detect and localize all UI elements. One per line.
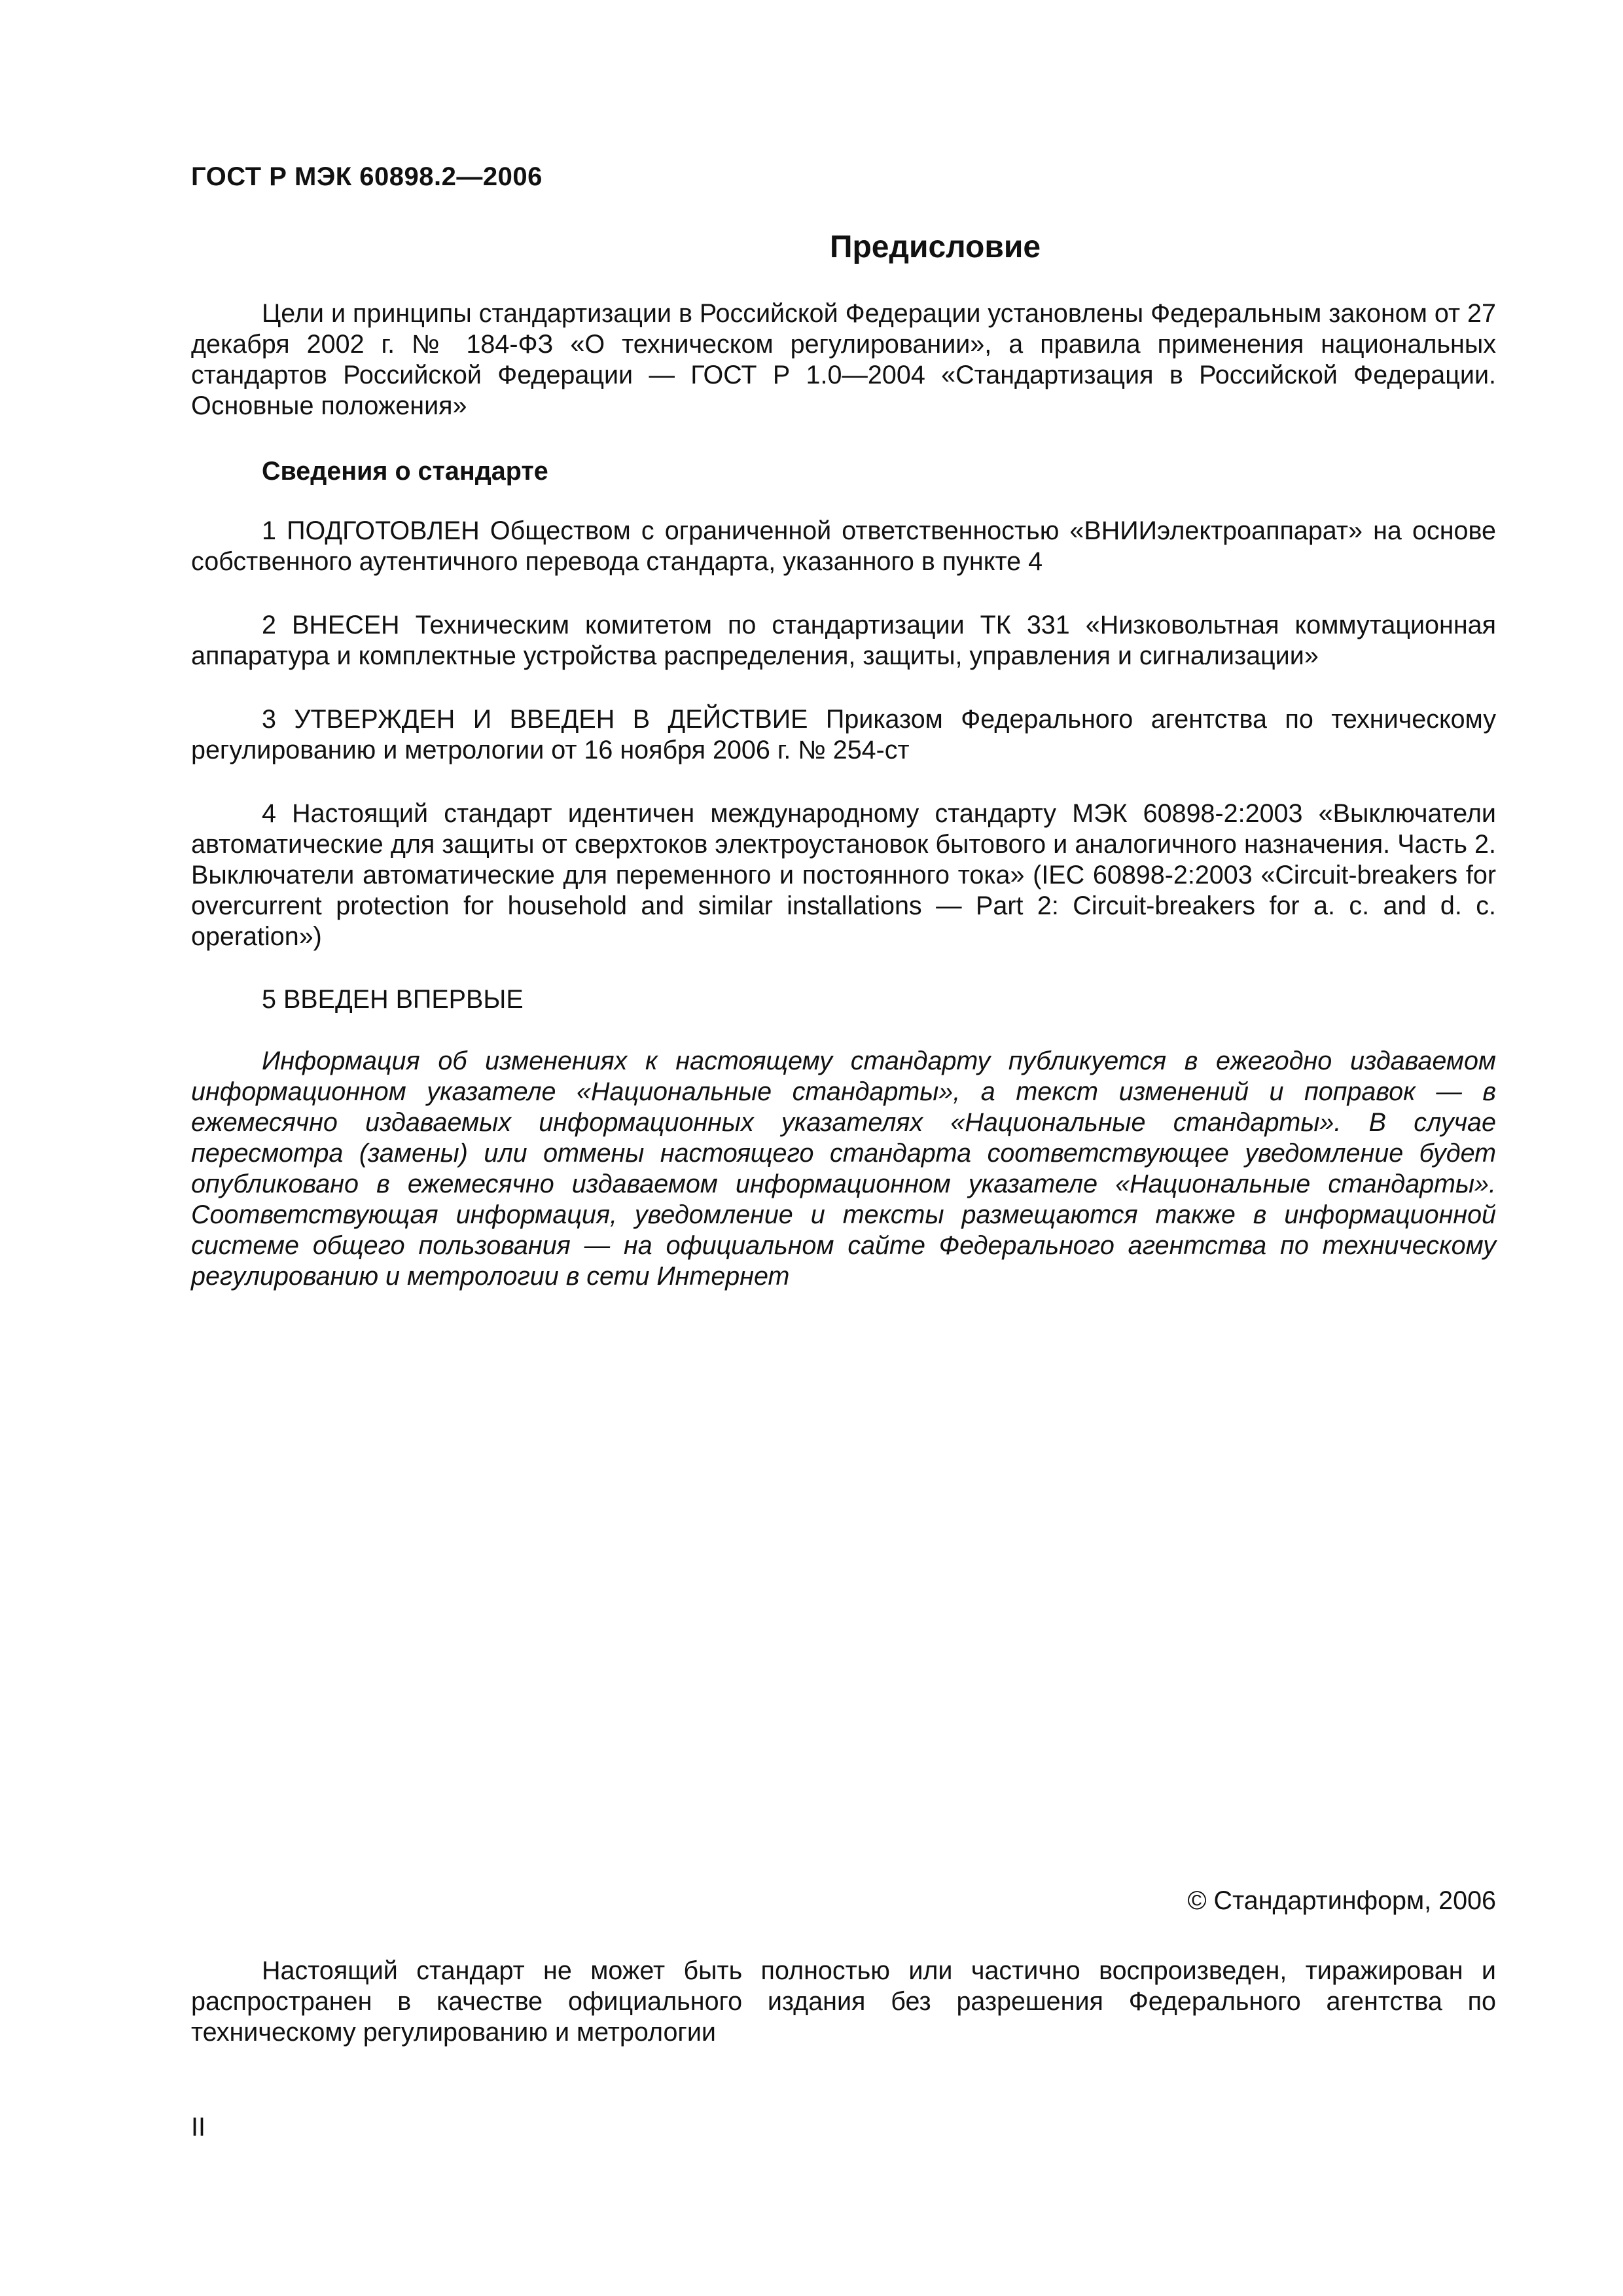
- copyright-line: © Стандартинформ, 2006: [1187, 1886, 1496, 1915]
- document-code: ГОСТ Р МЭК 60898.2—2006: [191, 162, 543, 191]
- reproduction-notice: Настоящий стандарт не может быть полностью или частично воспроизведен, тиражирован и распространен в качестве официального издания без разрешения Федерального агентства по техническому регулированию и метрологии: [191, 1956, 1496, 2047]
- list-item: 4 Настоящий стандарт идентичен международному стандарту МЭК 60898-2:2003 «Выключатели автоматические для защиты от сверхтоков электроустановок бытового и аналогичного назначения. Часть 2. Выключатели автоматические для переменного и постоянного тока» (IEC 60898-2:2003 «Circuit-breakers for overcurrent protection for household and similar installations — Part 2: Circuit-breakers for a. c. and d. c. operation»): [191, 799, 1496, 951]
- change-info-notice: Информация об изменениях к настоящему стандарту публикуется в ежегодно издаваемом информационном указателе «Национальные стандарты», а текст изменений и поправок — в ежемесячно издаваемых информационных указателях «Национальные стандарты». В случае пересмотра (замены) или отмены настоящего стандарта соответствующее уведомление будет опубликовано в ежемесячно издаваемом информационном указателе «Национальные стандарты». Соответствующая информация, уведомление и тексты размещаются также в информационной системе общего пользования — на официальном сайте Федерального агентства по техническому регулированию и метрологии в сети Интернет: [191, 1047, 1496, 1291]
- section-subheading: Сведения о стандарте: [262, 457, 548, 486]
- list-item: 2 ВНЕСЕН Техническим комитетом по стандартизации ТК 331 «Низковольтная коммутационная аппаратура и комплектные устройства распределения, защиты, управления и сигнализации»: [191, 611, 1496, 670]
- page-title: Предисловие: [829, 230, 1041, 264]
- page-number: II: [191, 2113, 205, 2142]
- list-item: 3 УТВЕРЖДЕН И ВВЕДЕН В ДЕЙСТВИЕ Приказом Федерального агентства по техническому регулированию и метрологии от 16 ноября 2006 г. № 254-ст: [191, 705, 1496, 764]
- list-item: 1 ПОДГОТОВЛЕН Обществом с ограниченной ответственностью «ВНИИэлектроаппарат» на основе собственного аутентичного перевода стандарта, указанного в пункте 4: [191, 516, 1496, 576]
- list-item: 5 ВВЕДЕН ВПЕРВЫЕ: [262, 985, 524, 1014]
- intro-paragraph: Цели и принципы стандартизации в Российской Федерации установлены Федеральным законом от 27 декабря 2002 г. № 184-ФЗ «О техническом регулировании», а правила применения национальных стандартов Российской Федерации — ГОСТ Р 1.0—2004 «Стандартизация в Российской Федерации. Основные положения»: [191, 299, 1496, 420]
